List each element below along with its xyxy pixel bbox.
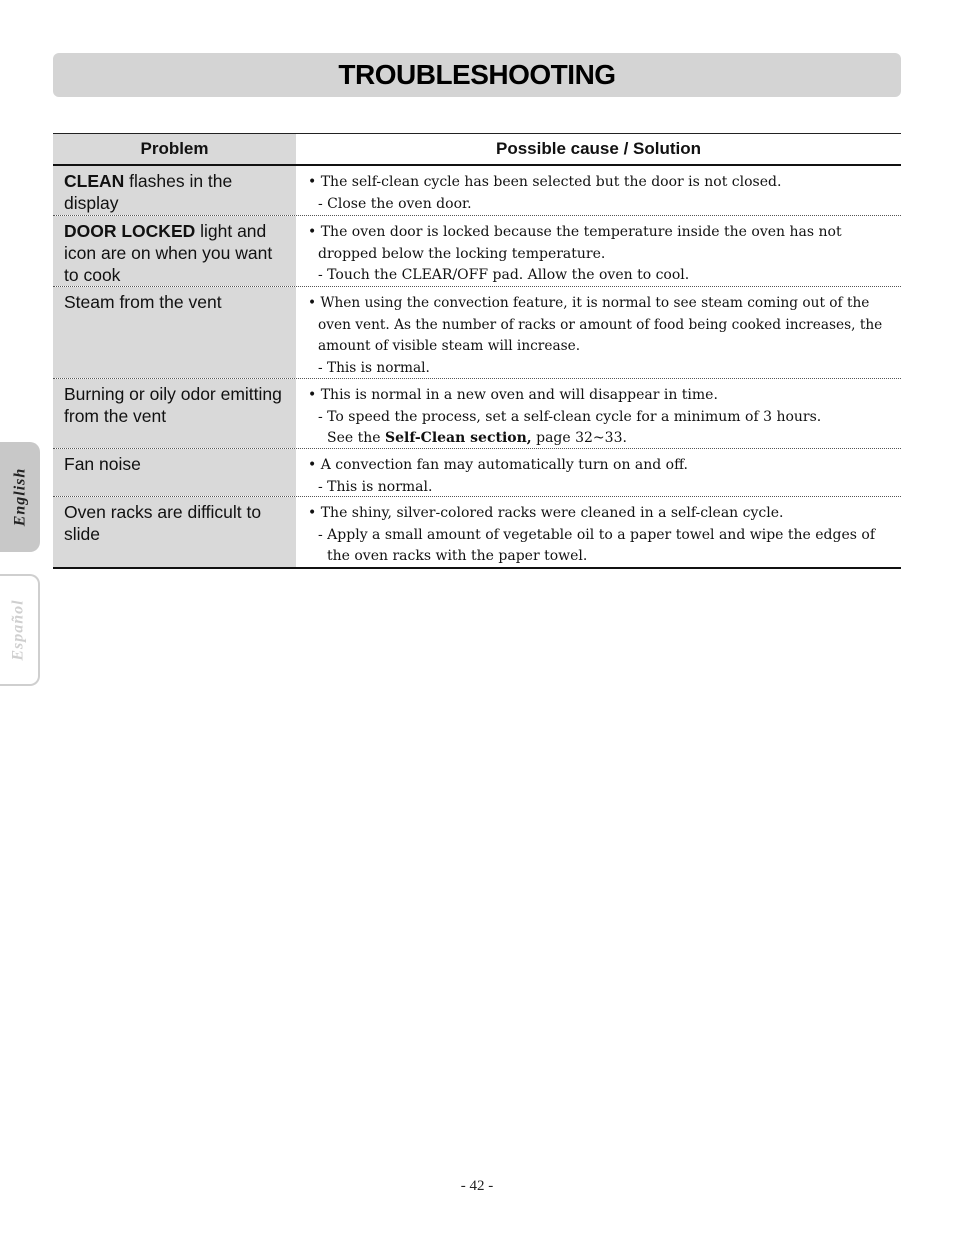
problem-cell [53,216,296,286]
problem-cell [53,449,296,496]
language-tab-espanol[interactable] [0,574,40,686]
solution-line: • This is normal in a new oven and will disappear in time. [308,387,718,403]
solution-cell [296,216,901,286]
language-tab-english[interactable] [0,442,40,552]
table-row [53,166,901,216]
title-bar [53,53,901,97]
problem-keyword: CLEAN [64,171,125,191]
troubleshooting-table [53,133,901,569]
problem-text: Oven racks are difficult to slide [64,502,262,544]
solution-line: - Apply a small amount of vegetable oil to a paper towel and wipe the edges of the oven racks with the paper towel. [318,526,880,564]
language-tab-label: English [11,467,28,527]
solution-cell [296,166,901,215]
solution-line: • A convection fan may automatically turn on and off. [308,457,689,473]
problem-text: light and icon are on when you want to cook [64,221,273,285]
solution-line: - This is normal. [318,359,430,376]
problem-text: Burning or oily odor emitting from the vent [64,384,282,426]
solution-line: - Close the oven door. [318,195,472,212]
problem-cell [53,379,296,448]
problem-text: Steam from the vent [64,292,222,312]
solution-line: - This is normal. [318,478,433,495]
table-row [53,287,901,379]
language-tab-label: Español [10,599,27,661]
problem-keyword: DOOR LOCKED [64,221,196,241]
table-row [53,379,901,449]
solution-line: - Touch the CLEAR/OFF pad. Allow the oven to cool. [318,267,690,283]
solution-line: - To speed the process, set a self-clean cycle for a minimum of 3 hours. [318,408,822,425]
solution-line: • The oven door is locked because the temperature inside the oven has not dropped below the locking temperature. [308,224,847,262]
solution-cell [296,287,901,378]
header-solution: Possible cause / Solution [496,139,701,158]
solution-cell [296,379,901,448]
problem-cell [53,287,296,378]
solution-line: • The self-clean cycle has been selected but the door is not closed. [308,174,782,190]
table-header [53,134,901,166]
self-clean-section-reference: Self-Clean section, [385,430,532,446]
problem-cell [53,166,296,215]
solution-line [308,428,901,450]
page-number: - 42 - [460,1178,494,1194]
header-problem: Problem [53,134,296,164]
problem-text: Fan noise [64,454,141,474]
table-row [53,497,901,567]
solution-cell [296,449,901,496]
solution-line: • When using the convection feature, it is normal to see steam coming out of the oven vent. As the number of racks or amount of food being cooked increases, the amount of visible steam will increase. [308,295,887,354]
problem-cell [53,497,296,567]
see-prefix: See the [327,430,385,446]
solution-line: • The shiny, silver-colored racks were cleaned in a self-clean cycle. [308,505,784,521]
problem-text: flashes in the display [64,171,233,213]
table-row [53,449,901,497]
see-suffix: page 32~33. [531,430,627,446]
solution-cell [296,497,901,567]
table-row [53,216,901,287]
page-title: TROUBLESHOOTING [338,59,616,90]
